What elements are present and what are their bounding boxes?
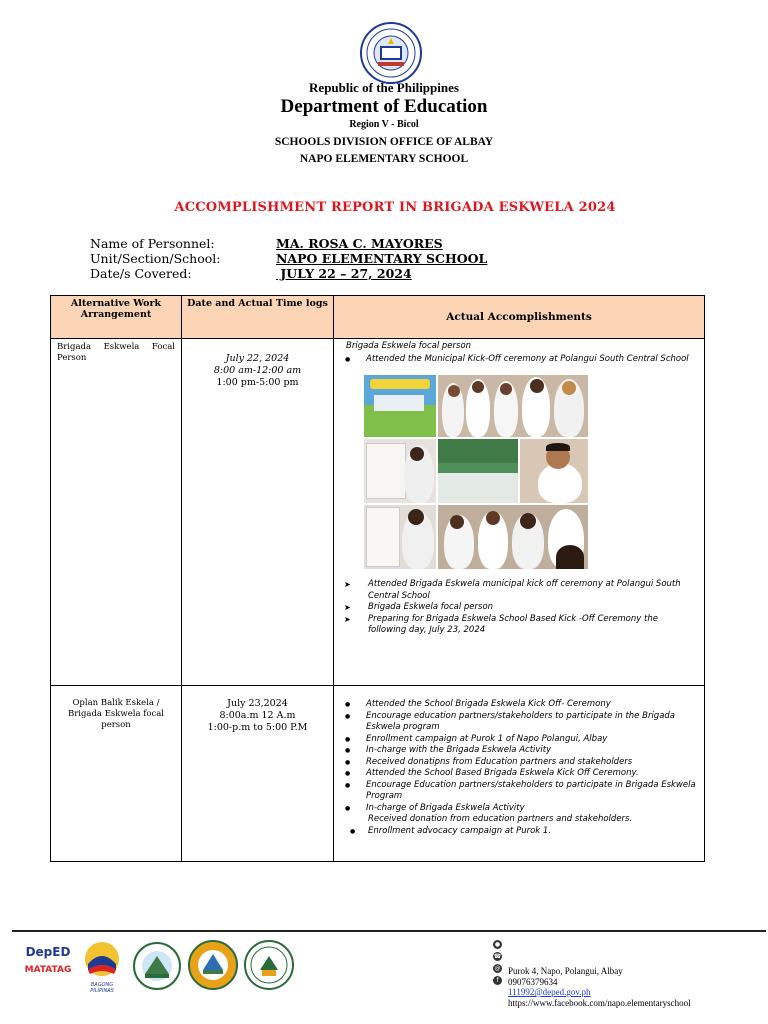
- time-text: 1:00 pm-5:00 pm: [216, 377, 299, 388]
- arrangement-cell: [51, 339, 182, 686]
- header-date-time: Date and Actual Time logs: [182, 296, 334, 339]
- letterhead: [0, 80, 768, 167]
- header-republic: Republic of the Philippines: [309, 80, 459, 95]
- list-item: ➤ Brigada Eskwela focal person: [342, 602, 698, 614]
- info-value: NAPO ELEMENTARY SCHOOL: [276, 251, 488, 266]
- date-text: July 23,2024: [227, 698, 288, 709]
- arrangement-cell: [51, 686, 182, 862]
- info-value: JULY 22 – 27, 2024: [276, 266, 412, 281]
- bagong-pilipinas-emblem-icon: [80, 940, 124, 978]
- table-row: [51, 686, 705, 862]
- table-header-row: [51, 296, 705, 339]
- photo-man-selfie: [520, 439, 588, 503]
- logo-text: BAGONG PILIPINAS: [90, 982, 114, 994]
- focal-text: Brigada Eskwela focal person: [346, 341, 472, 351]
- list-item: ● Encourage Education partners/stakeholders to participate in Brigada Eskwela Program: [342, 780, 698, 803]
- info-row-dates: [90, 266, 487, 281]
- info-label: Name of Personnel:: [90, 236, 215, 251]
- time-text: 1:00-p.m to 5:00 P.M: [207, 722, 308, 733]
- arrangement-text: Brigada Eskwela Focal Person: [57, 342, 175, 363]
- napo-elementary-seal-icon: [244, 940, 294, 990]
- phone-text: 09076379634: [508, 976, 558, 987]
- list-item: ● Received donatipns from Education partners and stakeholders: [342, 757, 698, 769]
- list-item: ● Attended the School Based Brigada Eskwela Kick Off Ceremony.: [342, 768, 698, 780]
- facebook-link[interactable]: https://www.facebook.com/napo.elementaryschool: [508, 997, 691, 1008]
- list-item: ● Attended the School Brigada Eskwela Kick Off- Ceremony: [342, 699, 698, 711]
- list-item: Received donation from education partners and stakeholders.: [368, 814, 633, 824]
- photo-signing-board: [364, 439, 436, 503]
- date-cell: [182, 339, 334, 686]
- address-text: Purok 4, Napo, Polangui, Albay: [508, 966, 623, 976]
- photo-classroom-group: [438, 439, 518, 503]
- bagong-pilipinas-logo: [80, 940, 124, 994]
- photo-group-selfie: [438, 375, 588, 437]
- deped-seal-icon: [360, 22, 422, 84]
- accomplishment-table: [50, 295, 705, 862]
- table-row: [51, 339, 705, 686]
- list-item: ● In-charge of Brigada Eskwela Activity: [342, 803, 698, 815]
- arrangement-text: Oplan Balik Eskela / Brigada Eskwela focal person: [67, 698, 165, 730]
- photo-kickoff-poster: [364, 375, 436, 437]
- footer-divider: [12, 930, 766, 932]
- deped-matatag-logo: [22, 944, 74, 984]
- date-cell: [182, 686, 334, 862]
- list-item: ● Enrollment campaign at Purok 1 of Napo Polangui, Albay: [342, 734, 698, 746]
- header-school: NAPO ELEMENTARY SCHOOL: [299, 153, 469, 165]
- header-division: SCHOOLS DIVISION OFFICE OF ALBAY: [274, 136, 494, 148]
- bullet-list: [342, 699, 698, 814]
- info-row-unit: [90, 251, 487, 266]
- info-label: Date/s Covered:: [90, 266, 192, 281]
- list-item: ● Enrollment advocacy campaign at Purok 1.: [342, 826, 698, 838]
- division-seal-icon: [133, 942, 181, 990]
- list-item: ● Encourage education partners/stakeholders to participate in the Brigada Eskwela program: [342, 711, 698, 734]
- list-item: ● Attended the Municipal Kick-Off ceremony at Polangui South Central School: [342, 354, 698, 366]
- photo-team-selfie: [438, 505, 588, 569]
- time-text: 8:00a.m 12 A.m: [219, 710, 296, 721]
- header-arrangement: Alternative Work Arrangement: [51, 296, 182, 339]
- info-row-name: [90, 236, 487, 251]
- arrow-list: [342, 579, 698, 637]
- contact-info: [508, 966, 691, 1008]
- header-accomplishments: Actual Accomplishments: [334, 296, 705, 339]
- personnel-info: [90, 236, 487, 281]
- accomplishments-cell: [334, 339, 705, 686]
- header-department: Department of Education: [280, 96, 488, 117]
- list-item: ➤ Attended Brigada Eskwela municipal kick off ceremony at Polangui South Central School: [342, 579, 698, 602]
- photo-signing-close: [364, 505, 436, 569]
- accomplishments-cell: [334, 686, 705, 862]
- logo-text: DepED: [25, 945, 71, 959]
- report-title: ACCOMPLISHMENT REPORT IN BRIGADA ESKWELA 2024: [174, 200, 616, 215]
- school-seal-icon: [188, 940, 238, 990]
- photo-collage: [364, 375, 588, 569]
- facebook-icon: f: [493, 976, 502, 985]
- email-icon: @: [494, 965, 501, 972]
- logo-text: MATATAG: [24, 965, 72, 975]
- bullet-list: [342, 354, 698, 366]
- list-item: ➤ Preparing for Brigada Eskwela School Based Kick -Off Ceremony the following day, July 23, 2024: [342, 614, 698, 637]
- info-label: Unit/Section/School:: [90, 251, 221, 266]
- header-region: Region V - Bicol: [349, 119, 419, 130]
- location-icon: ●: [494, 941, 501, 948]
- list-item: ● In-charge with the Brigada Eskwela Activity: [342, 745, 698, 757]
- email-link[interactable]: 111992@deped.gov.ph: [508, 987, 591, 997]
- time-text: 8:00 am-12:00 am: [213, 365, 302, 376]
- phone-icon: ☎: [493, 953, 502, 960]
- info-value: MA. ROSA C. MAYORES: [276, 236, 443, 251]
- contact-icons: [493, 940, 503, 988]
- date-text: July 22, 2024: [225, 353, 290, 364]
